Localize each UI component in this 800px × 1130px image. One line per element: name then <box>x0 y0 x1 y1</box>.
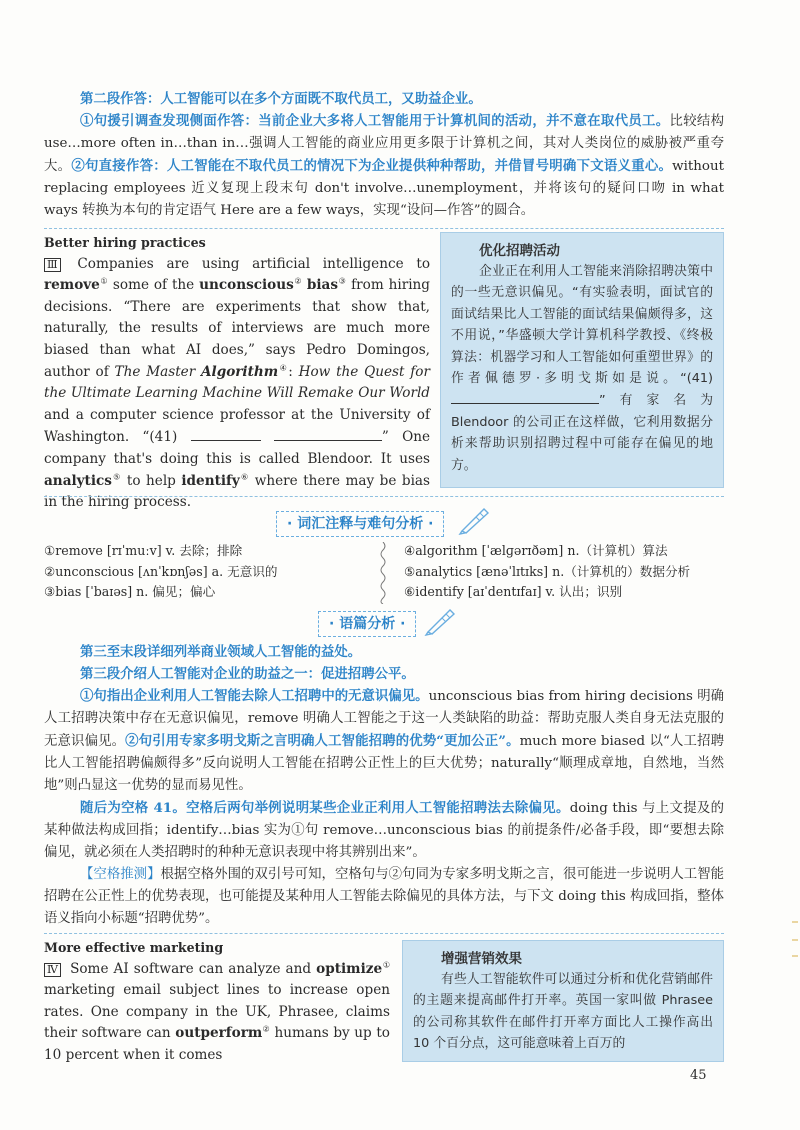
translation-box <box>440 232 724 488</box>
vocab-item: ③bias [ˈbaɪəs] n. 偏见；偏心 <box>44 584 216 599</box>
vocab-item: ②unconscious [ʌnˈkɒnʃəs] a. 无意识的 <box>44 563 278 579</box>
text-run: Companies are using artificial intelligence to <box>77 255 431 272</box>
analysis-heading: 第三段介绍人工智能对企业的助益之一：促进招聘公平。 <box>80 666 415 682</box>
footnote-marker: ① <box>99 276 109 286</box>
vocab-section-title: · 词汇注释与难句分析 · <box>276 511 444 537</box>
para2-analysis <box>44 88 724 222</box>
text-run: and a computer science professor at the University of Washington. “(41) <box>44 406 430 446</box>
wave-divider <box>378 542 388 604</box>
text-run: humans by up to 10 percent when it comes <box>44 1025 390 1063</box>
gap-41-blank[interactable] <box>191 426 261 441</box>
text-run: marketing email subject lines to increase open rates. One company in the UK, Phrasee, claims their software can <box>44 982 390 1042</box>
translation-text: 企业正在利用人工智能来消除招聘决策中的一些无意识偏见。“有实验表明，面试官的面试结果比人工智能的面试结果偏颇得多，这不用说，”华盛顿大学计算机科学教授、《终极算法：机器学习和人工智能如何重塑世界》的作者佩德罗·多明戈斯如是说。“(41) <box>451 264 713 387</box>
vocab-unconscious: unconscious <box>199 277 294 294</box>
book-title: How the Quest for the Ultimate Learning Machine Will Remake Our World <box>44 363 430 402</box>
analysis-s2-body: much more biased 以“人工招聘比人工智能招聘偏颇得多”反向说明人工智能在招聘公正性上的巨大优势；naturally“顺理成章地，自然地，当然地”则凸显这一优势的显而易见性。 <box>44 734 725 793</box>
footnote-marker: ③ <box>338 276 347 286</box>
divider <box>44 496 724 497</box>
vocab-list-left <box>44 541 278 603</box>
para2-s1-heading: ①句援引调查发现侧面作答：当前企业大多将人工智能用于计算机间的活动，并不意在取代员工。 <box>80 113 670 129</box>
text-run: from hiring decisions. “There are experiments that show that, naturally, the results of interviews are much more biased than what AI does,” says Pedro Domingos, author of <box>44 277 431 380</box>
divider <box>44 228 724 229</box>
vocab-optimize: optimize <box>316 960 383 977</box>
footnote-marker: ① <box>382 960 391 970</box>
text-run: ” One company that's doing this is called Blendoor. It uses <box>44 429 431 467</box>
translation-body <box>451 261 713 476</box>
section-heading: More effective marketing <box>44 940 224 955</box>
analysis-s3-heading: 随后为空格 41。空格后两句举例说明某些企业正利用人工智能招聘法去除偏见。 <box>80 800 570 816</box>
footnote-marker: ④ <box>278 363 289 373</box>
text-run: Some AI software can analyze and <box>70 960 312 977</box>
vocab-bias: bias <box>306 277 339 294</box>
discourse-analysis <box>44 641 724 930</box>
translation-title: 优化招聘活动 <box>479 243 560 259</box>
vocab-remove: remove <box>44 277 100 294</box>
gap-41-blank-cont[interactable] <box>274 426 382 441</box>
translation-title: 增强营销效果 <box>441 951 522 967</box>
footnote-marker: ⑤ <box>111 472 122 481</box>
translation-text: ”有家名为 Blendoor 的公司正在这样做，它利用数据分析来帮助识别招聘过程中可能存在偏见的地方。 <box>451 393 713 473</box>
section-heading: Better hiring practices <box>44 235 206 250</box>
translation-blank <box>539 389 599 404</box>
text-run: : <box>288 363 293 380</box>
para2-s1-body: 比较结构 use…more often in…than in…强调人工智能的商业应用更多限于计算机之间，其对人类岗位的威胁被严重夸大。 <box>44 114 725 174</box>
vocab-item: ①remove [rɪˈmuːv] v. 去除；排除 <box>44 543 243 558</box>
analysis-heading: 第三至末段详细列举商业领域人工智能的益处。 <box>80 644 362 660</box>
article-paragraph-3 <box>44 232 430 514</box>
analysis-s3-body: doing this 与上文提及的某种做法构成回指；identify…bias 实为①句 remove…unconscious bias 的前提条件/必备手段，即“要想去除偏见，就必须在人类招聘时的种种无意识表现中将其辨别出来”。 <box>44 801 724 860</box>
analysis-s2-heading: ②句引用专家多明戈斯之言明确人工智能招聘的优势“更加公正”。 <box>125 733 520 749</box>
vocab-algorithm: Algorithm <box>200 363 279 380</box>
vocab-list-right <box>404 541 690 603</box>
vocab-analytics: analytics <box>44 472 112 489</box>
gap-inference-body: 根据空格外围的双引号可知，空格句与②句同为专家多明戈斯之言，很可能进一步说明人工智能招聘在公正性上的优势表现，也可能提及某种用人工智能去除偏见的具体方法，与下文 doing this 构成回指，整体语义指向小标题“招聘优势”。 <box>44 867 725 926</box>
divider <box>44 933 724 934</box>
paragraph-number: Ⅲ <box>44 258 61 272</box>
text-run: to help <box>126 472 176 489</box>
text-run: some of the <box>112 277 195 294</box>
translation-box <box>402 940 724 1062</box>
page-edge-mark <box>790 920 800 960</box>
analysis-s1-body: unconscious bias from hiring decisions 明确人工招聘决策中存在无意识偏见，remove 明确人工智能之于这一人类缺陷的助益：帮助克服人类自身无法克服的无意识偏见。 <box>44 689 724 749</box>
paragraph-number: Ⅳ <box>44 963 61 977</box>
footnote-marker: ② <box>262 1024 270 1034</box>
book-title: The Master <box>114 363 196 380</box>
vocab-item: ⑥identify [aɪˈdentɪfaɪ] v. 认出；识别 <box>404 584 623 599</box>
analysis-s1-heading: ①句指出企业利用人工智能去除人工招聘中的无意识偏见。 <box>80 688 429 704</box>
pen-icon <box>458 505 492 535</box>
para2-s2-body: without replacing employees 近义复现上段末句 don't involve…unemployment，并将该句的疑问口吻 in what ways 转换为本句的肯定语气 Here are a few ways，实现“设问—作答”的圆合。 <box>44 159 724 218</box>
vocab-item: ④algorithm [ˈælɡərɪðəm] n.（计算机）算法 <box>404 543 668 558</box>
gap-inference-label: 【空格推测】 <box>80 867 161 882</box>
footnote-marker: ② <box>293 276 303 286</box>
footnote-marker: ⑥ <box>239 472 250 481</box>
text-run: where there may be bias in the hiring process. <box>44 472 430 511</box>
vocab-item: ⑤analytics [ænəˈlɪtɪks] n.（计算机的）数据分析 <box>404 563 691 579</box>
para2-s2-heading: ②句直接作答：人工智能在不取代员工的情况下为企业提供种种帮助，并借冒号明确下文语义重心。 <box>71 158 673 174</box>
analysis-section-title: · 语篇分析 · <box>318 611 416 637</box>
translation-blank <box>451 389 539 404</box>
page-number: 45 <box>690 1068 707 1083</box>
vocab-outperform: outperform <box>175 1025 263 1042</box>
article-paragraph-4 <box>44 937 390 1067</box>
para2-heading: 第二段作答：人工智能可以在多个方面既不取代员工，又助益企业。 <box>80 91 482 107</box>
pen-icon <box>424 606 458 636</box>
vocab-identify: identify <box>181 472 240 489</box>
translation-body: 有些人工智能软件可以通过分析和优化营销邮件的主题来提高邮件打开率。英国一家叫做 Phrasee 的公司称其软件在邮件打开率方面比人工操作高出 10 个百分点，这可能意味着上百万的 <box>413 972 713 1052</box>
